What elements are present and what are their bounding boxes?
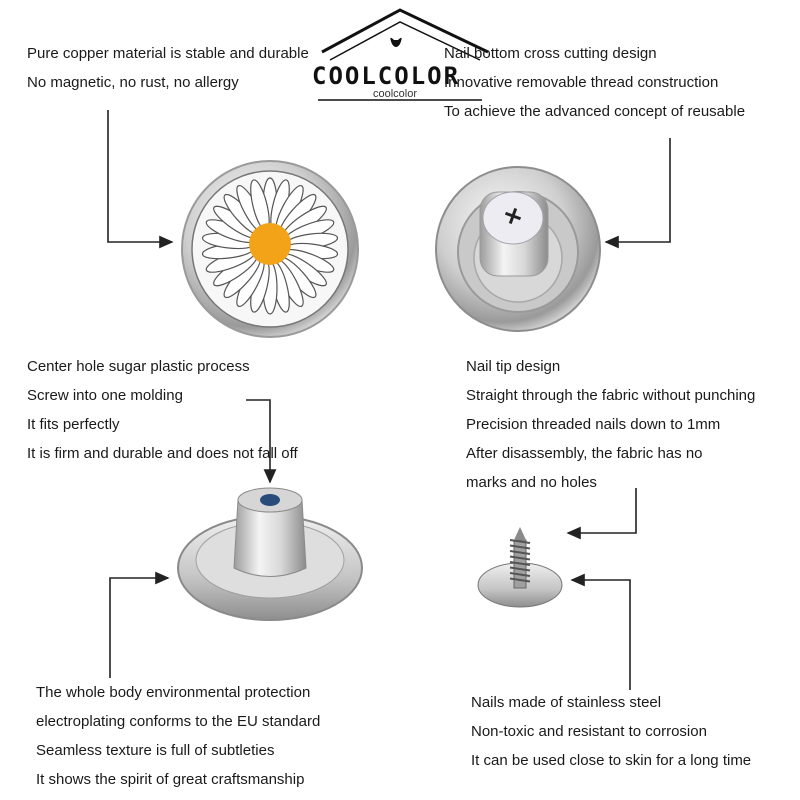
- text-line: It can be used close to skin for a long time: [471, 752, 752, 769]
- text-line: Nails made of stainless steel: [471, 694, 662, 711]
- tack-shank-image: [178, 488, 362, 620]
- text-line: It is firm and durable and does not fall off: [27, 445, 298, 462]
- text-line: After disassembly, the fabric has no: [466, 445, 703, 462]
- text-line: electroplating conforms to the EU standard: [36, 713, 321, 730]
- text-line: marks and no holes: [466, 474, 597, 491]
- text-line: Center hole sugar plastic process: [27, 358, 250, 375]
- text-line: No magnetic, no rust, no allergy: [27, 74, 239, 91]
- daisy-center: [249, 223, 291, 265]
- text-line: Precision threaded nails down to 1mm: [466, 416, 721, 433]
- text-line: Non-toxic and resistant to corrosion: [471, 723, 707, 740]
- text-line: To achieve the advanced concept of reusable: [444, 103, 746, 120]
- text-line: Pure copper material is stable and durable: [27, 45, 309, 62]
- text-line: It fits perfectly: [27, 416, 120, 433]
- butterfly-icon: [390, 38, 401, 47]
- top-right-text: [444, 39, 745, 126]
- text-line: Straight through the fabric without punching: [466, 387, 756, 404]
- text-line: Screw into one molding: [27, 387, 183, 404]
- text-line: Seamless texture is full of subtleties: [36, 742, 275, 759]
- mid-left-text: [27, 352, 298, 468]
- text-line: Nail bottom cross cutting design: [444, 45, 657, 62]
- bottom-right-text: [471, 688, 751, 775]
- text-line: Nail tip design: [466, 358, 561, 375]
- screw-nail-image: [478, 527, 562, 607]
- text-line: It shows the spirit of great craftsmanship: [36, 771, 305, 788]
- brand-subtitle: coolcolor: [373, 88, 418, 100]
- back-cap-image: [436, 167, 600, 331]
- mid-right-text: [466, 352, 755, 497]
- text-line: The whole body environmental protection: [36, 684, 311, 701]
- text-line: Innovative removable thread construction: [444, 74, 719, 91]
- bottom-left-text: [36, 678, 320, 794]
- daisy-button-image: [182, 161, 358, 337]
- brand-logo-text: COOLCOLOR: [312, 62, 461, 90]
- top-left-text: [27, 39, 309, 97]
